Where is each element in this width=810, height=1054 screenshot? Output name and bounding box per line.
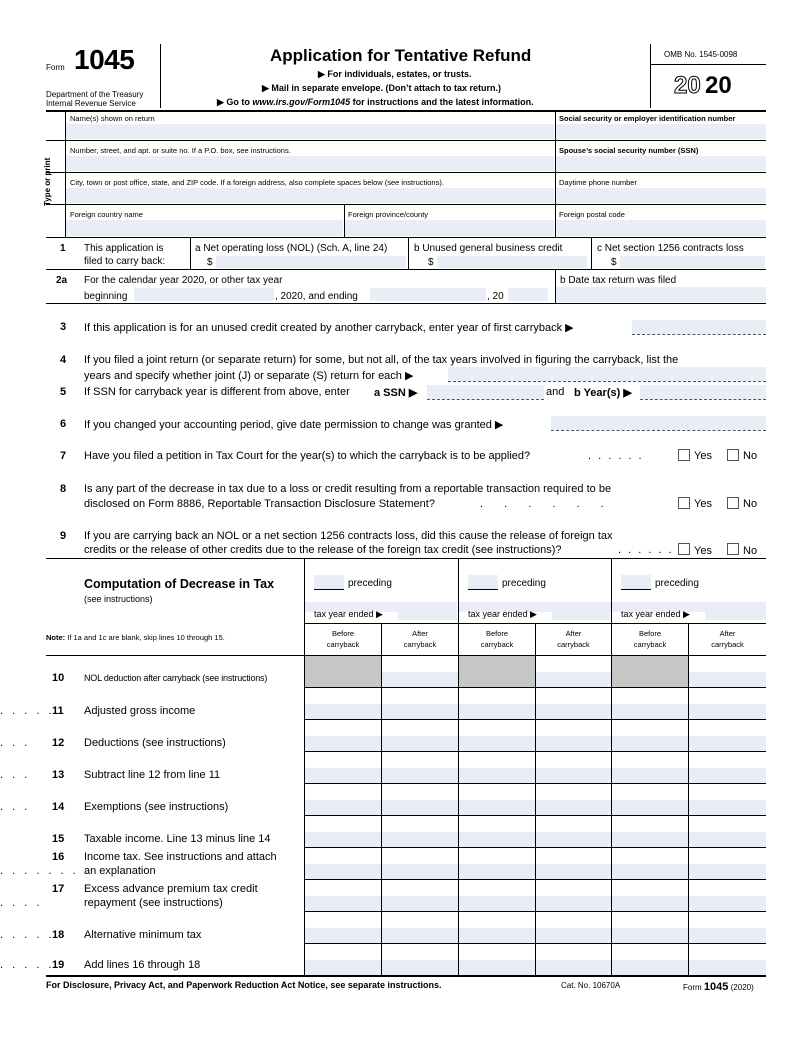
- amount-input[interactable]: [459, 896, 535, 911]
- carryback-ssn-input[interactable]: [427, 385, 544, 399]
- omb-divider: [650, 44, 651, 108]
- shaded-cell: [459, 656, 535, 687]
- phone-label: Daytime phone number: [559, 178, 637, 187]
- reportable-no-checkbox[interactable]: [727, 497, 739, 509]
- amount-input[interactable]: [612, 832, 688, 847]
- carryback-years-input[interactable]: [640, 385, 766, 399]
- row-number: 11: [52, 705, 64, 717]
- amount-input[interactable]: [689, 928, 766, 943]
- ssn-input[interactable]: [556, 124, 766, 139]
- province-label: Foreign province/county: [348, 210, 429, 219]
- phone-input[interactable]: [556, 188, 766, 203]
- row-label: NOL deduction after carryback (see instructions): [84, 673, 268, 683]
- ssn-label: Social security or employer identification number: [559, 114, 736, 123]
- amount-input[interactable]: [689, 672, 766, 687]
- amount-input[interactable]: [689, 800, 766, 815]
- amount-input[interactable]: [459, 704, 535, 719]
- amount-input[interactable]: [305, 736, 381, 751]
- nol-input[interactable]: [216, 256, 406, 268]
- amount-input[interactable]: [536, 736, 611, 751]
- row-label: Excess advance premium tax credit: [84, 883, 258, 895]
- row-leader: . . . .: [0, 897, 43, 909]
- row-number: 15: [52, 833, 65, 845]
- header-line-3: ▶ Go to www.irs.gov/Form1045 for instructions and the latest information.: [217, 97, 534, 107]
- country-input[interactable]: [66, 220, 343, 236]
- tax-year-ended-3-input[interactable]: [705, 606, 766, 620]
- tax-year-ending-input[interactable]: [370, 288, 486, 301]
- row-divider: [304, 815, 766, 816]
- amount-input[interactable]: [612, 768, 688, 783]
- row-label: Income tax. See instructions and attach: [84, 851, 277, 863]
- amount-input[interactable]: [689, 768, 766, 783]
- row-label: Adjusted gross income: [84, 705, 196, 717]
- department: Department of the Treasury: [46, 90, 144, 99]
- row-leader: . . . . .: [0, 959, 55, 971]
- address-input[interactable]: [66, 156, 554, 171]
- amount-input[interactable]: [536, 704, 611, 719]
- amount-input[interactable]: [305, 704, 381, 719]
- first-carryback-year-input[interactable]: [632, 320, 766, 334]
- amount-input[interactable]: [689, 832, 766, 847]
- row-label: Taxable income. Line 13 minus line 14: [84, 833, 271, 845]
- privacy-notice: For Disclosure, Privacy Act, and Paperwork Reduction Act Notice, see separate instructions.: [46, 980, 442, 990]
- row-number: 14: [52, 801, 65, 813]
- row-divider: [304, 751, 766, 752]
- spouse-ssn-input[interactable]: [556, 156, 766, 171]
- country-label: Foreign country name: [70, 210, 143, 219]
- tax-year-ended-1-input[interactable]: [398, 606, 457, 620]
- section-1256-input[interactable]: [620, 256, 765, 268]
- amount-input[interactable]: [305, 832, 381, 847]
- shaded-cell: [612, 656, 688, 687]
- irs-link[interactable]: www.irs.gov/Form1045: [252, 97, 351, 107]
- row-leader: . . .: [0, 737, 31, 749]
- amount-input[interactable]: [536, 960, 611, 975]
- row-label: Subtract line 12 from line 11: [84, 769, 221, 781]
- amount-input[interactable]: [612, 960, 688, 975]
- date-filed-label: b Date tax return was filed: [560, 275, 677, 286]
- postal-input[interactable]: [556, 220, 766, 236]
- form-word: Form: [46, 63, 65, 72]
- computation-title: Computation of Decrease in Tax: [84, 577, 275, 591]
- row-leader: . . .: [0, 769, 31, 781]
- row-label: Add lines 16 through 18: [84, 959, 201, 971]
- amount-input[interactable]: [382, 736, 458, 751]
- amount-input[interactable]: [459, 736, 535, 751]
- spouse-ssn-label: Spouse’s social security number (SSN): [559, 146, 699, 155]
- tax-year-ended-2-input[interactable]: [552, 606, 610, 620]
- amount-input[interactable]: [459, 960, 535, 975]
- row-divider: [304, 687, 766, 688]
- row-number: 16: [52, 851, 65, 863]
- after-carryback-2: After carryback: [557, 629, 590, 649]
- row-number: 10: [52, 672, 65, 684]
- before-carryback-3: Before carryback: [633, 629, 667, 649]
- amount-input[interactable]: [382, 960, 458, 975]
- credit-label: b Unused general business credit: [414, 243, 563, 254]
- amount-input[interactable]: [459, 864, 535, 879]
- amount-input[interactable]: [536, 800, 611, 815]
- after-carryback-3: After carryback: [711, 629, 744, 649]
- permission-date-input[interactable]: [551, 416, 766, 430]
- computation-note: Note: If 1a and 1c are blank, skip lines 10 through 15.: [46, 633, 225, 642]
- row-number: 12: [52, 737, 65, 749]
- amount-input[interactable]: [382, 768, 458, 783]
- row-label-continued: an explanation: [84, 865, 156, 877]
- amount-input[interactable]: [612, 864, 688, 879]
- reportable-yes-checkbox[interactable]: [678, 497, 690, 509]
- amount-input[interactable]: [382, 896, 458, 911]
- amount-input[interactable]: [612, 896, 688, 911]
- header-line-2: ▶ Mail in separate envelope. (Don’t attach to tax return.): [262, 83, 501, 93]
- header-divider: [160, 44, 161, 108]
- preceding-year-3-input[interactable]: [621, 575, 651, 589]
- amount-input[interactable]: [612, 928, 688, 943]
- section-1256-label: c Net section 1256 contracts loss: [597, 243, 744, 254]
- amount-input[interactable]: [382, 928, 458, 943]
- row-label: Alternative minimum tax: [84, 929, 202, 941]
- postal-label: Foreign postal code: [559, 210, 625, 219]
- amount-input[interactable]: [536, 672, 611, 687]
- before-carryback-2: Before carryback: [480, 629, 514, 649]
- type-or-print-label: Type or print: [43, 157, 52, 206]
- row-divider: [304, 943, 766, 944]
- date-filed-input[interactable]: [556, 287, 766, 302]
- before-carryback-1: Before carryback: [326, 629, 360, 649]
- amount-input[interactable]: [459, 800, 535, 815]
- row-divider: [304, 783, 766, 784]
- row-leader: . . . . .: [0, 705, 55, 717]
- row-label: Deductions (see instructions): [84, 737, 226, 749]
- footer-form: Form 1045 (2020): [683, 981, 754, 993]
- year-bold: 20: [705, 72, 732, 99]
- joint-separate-input[interactable]: [448, 367, 766, 381]
- amount-input[interactable]: [689, 864, 766, 879]
- amount-input[interactable]: [459, 832, 535, 847]
- nol-label: a Net operating loss (NOL) (Sch. A, line 24): [195, 243, 388, 254]
- amount-input[interactable]: [382, 864, 458, 879]
- row-label-continued: repayment (see instructions): [84, 897, 223, 909]
- amount-input[interactable]: [382, 832, 458, 847]
- amount-input[interactable]: [305, 896, 381, 911]
- amount-input[interactable]: [612, 704, 688, 719]
- preceding-year-1-input[interactable]: [314, 575, 344, 589]
- amount-input[interactable]: [612, 736, 688, 751]
- form-number: 1045: [74, 44, 135, 75]
- foreign-credit-yes-checkbox[interactable]: [678, 543, 690, 555]
- foreign-credit-no-checkbox[interactable]: [727, 543, 739, 555]
- header-rule: [46, 110, 766, 112]
- header-line-1: ▶ For individuals, estates, or trusts.: [318, 69, 472, 79]
- irs: Internal Revenue Service: [46, 99, 136, 108]
- row-number: 13: [52, 769, 65, 781]
- row-leader: . . .: [0, 801, 31, 813]
- credit-input[interactable]: [437, 256, 587, 268]
- province-input[interactable]: [345, 220, 554, 236]
- amount-input[interactable]: [689, 960, 766, 975]
- row-number: 19: [52, 959, 65, 971]
- amount-input[interactable]: [305, 864, 381, 879]
- amount-input[interactable]: [536, 832, 611, 847]
- amount-input[interactable]: [459, 768, 535, 783]
- city-input[interactable]: [66, 188, 554, 203]
- amount-input[interactable]: [536, 864, 611, 879]
- year-outline: 20: [674, 72, 701, 99]
- tax-year-ending-year-input[interactable]: [508, 288, 548, 301]
- amount-input[interactable]: [536, 896, 611, 911]
- omb-number: OMB No. 1545-0098: [664, 50, 738, 59]
- amount-input[interactable]: [382, 800, 458, 815]
- form-title: Application for Tentative Refund: [270, 46, 532, 65]
- amount-input[interactable]: [305, 928, 381, 943]
- amount-input[interactable]: [305, 800, 381, 815]
- amount-input[interactable]: [689, 896, 766, 911]
- amount-input[interactable]: [536, 768, 611, 783]
- row-number: 17: [52, 883, 65, 895]
- name-input[interactable]: [66, 124, 554, 139]
- amount-input[interactable]: [305, 768, 381, 783]
- row-divider: [304, 911, 766, 912]
- amount-input[interactable]: [382, 704, 458, 719]
- amount-input[interactable]: [689, 704, 766, 719]
- row-divider: [304, 879, 766, 880]
- address-label: Number, street, and apt. or suite no. If a P.O. box, see instructions.: [70, 146, 291, 155]
- cat-number: Cat. No. 10670A: [561, 981, 621, 990]
- after-carryback-1: After carryback: [403, 629, 437, 649]
- preceding-year-2-input[interactable]: [468, 575, 498, 589]
- tax-court-no-checkbox[interactable]: [727, 449, 739, 461]
- row-leader: . . . . . . . .: [0, 865, 91, 877]
- name-label: Name(s) shown on return: [70, 114, 155, 123]
- tax-year-beginning-input[interactable]: [134, 288, 274, 301]
- city-label: City, town or post office, state, and ZIP code. If a foreign address, also complete spaces below (see instructions).: [70, 178, 444, 187]
- amount-input[interactable]: [305, 960, 381, 975]
- tax-court-yes-checkbox[interactable]: [678, 449, 690, 461]
- amount-input[interactable]: [612, 800, 688, 815]
- amount-input[interactable]: [689, 736, 766, 751]
- amount-input[interactable]: [459, 928, 535, 943]
- row-leader: . . . . .: [0, 929, 55, 941]
- row-number: 18: [52, 929, 65, 941]
- row-divider: [304, 719, 766, 720]
- amount-input[interactable]: [536, 928, 611, 943]
- row-label: Exemptions (see instructions): [84, 801, 229, 813]
- amount-input[interactable]: [382, 672, 458, 687]
- shaded-cell: [305, 656, 381, 687]
- row-divider: [304, 847, 766, 848]
